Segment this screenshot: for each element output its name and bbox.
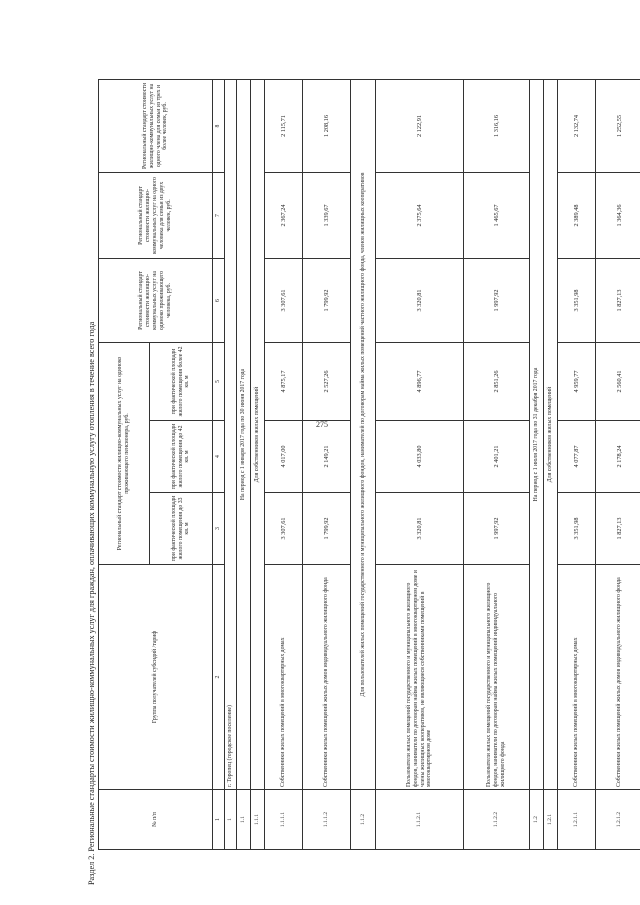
category-label: Для собственников жилых помещений [544,80,558,790]
value-cell: 3 307,61 [265,259,303,343]
tariffs-table [98,79,640,850]
value-cell: 3 307,61 [265,493,303,565]
value-cell: 2 851,26 [464,343,530,421]
table-row [351,80,376,850]
value-cell: 2 149,21 [303,421,351,493]
table-row [376,80,464,850]
header-col-8: Региональный стандарт стоимости жилищно-коммунальных услуг на одного члена для семьи из трех и более человек, руб. [99,80,213,173]
header-col-7: Региональный стандарт стоимости жилищно-коммунальных услуг на одного человека для семьи из двух человек, руб. [99,173,213,259]
value-cell: 1 364,36 [596,173,640,259]
value-cell: 4 959,77 [558,343,596,421]
value-cell: 1 316,16 [464,80,530,173]
value-cell: 1 252,55 [596,80,640,173]
value-cell: 1 827,13 [596,493,640,565]
value-cell: 4 017,00 [265,421,303,493]
table-row [544,80,558,850]
section-title: Раздел 2. Региональные стандарты стоимости жилищно-коммунальных услуг для граждан, оплачивающих коммунальную услугу отопления в течение всего года [87,321,96,885]
header-sub-5: при фактической площади жилого помещения более 42 кв. м [150,343,213,421]
value-cell: 2 122,91 [376,80,464,173]
value-cell: 3 351,98 [558,259,596,343]
value-cell: 1 799,92 [303,493,351,565]
row-code: 1.1.2.1 [376,790,464,850]
value-cell: 1 827,13 [596,259,640,343]
value-cell: 4 896,77 [376,343,464,421]
value-cell: 2 375,64 [376,173,464,259]
table-row [530,80,544,850]
index-cell: 3 [213,493,225,565]
page-number: 275 [316,420,328,429]
value-cell: 2 527,26 [303,343,351,421]
value-cell: 4 875,17 [265,343,303,421]
row-code: 1.1.1.2 [303,790,351,850]
row-code: 1.2.1 [544,790,558,850]
row-label: Собственники жилых помещений в многоквартирных домах [558,565,596,790]
row-code: 1.2.1.1 [558,790,596,850]
value-cell: 4 033,80 [376,421,464,493]
value-cell: 3 320,81 [376,259,464,343]
header-sub-3: при фактической площади жилого помещения до 33 кв. м [150,493,213,565]
value-cell: 2 115,71 [265,80,303,173]
period-label: На период с 1 января 2017 года по 30 июня 2017 года [237,80,251,790]
index-cell: 4 [213,421,225,493]
category-label: Для собственников жилых помещений [251,80,265,790]
header-sub-4: при фактической площади жилого помещения до 42 кв. м [150,421,213,493]
value-cell: 4 077,87 [558,421,596,493]
value-cell: 2 367,24 [265,173,303,259]
table-row [237,80,251,850]
value-cell: 1 799,92 [303,259,351,343]
value-cell: 2 389,48 [558,173,596,259]
value-cell: 1 339,67 [303,173,351,259]
index-cell: 5 [213,343,225,421]
value-cell: 1 208,16 [303,80,351,173]
value-cell: 2 178,24 [596,421,640,493]
header-single-pensioner: Региональный стандарт стоимости жилищно-коммунальных услуг на одиноко проживающего пенсионера, руб. [99,343,150,565]
index-cell: 6 [213,259,225,343]
value-cell: 3 320,81 [376,493,464,565]
header-row-1 [99,80,150,850]
value-cell: 1 997,92 [464,493,530,565]
row-code: 1.1.1.1 [265,790,303,850]
category-label: Для пользователей жилых помещений государственного и муниципального жилищного фондов, нанимателей по договорам найма жилых помещений частного жилищного фонда, членов жилищных кооперативов [351,80,376,790]
municipality-label: г. Торопец (городское поселение) [225,80,237,790]
row-label: Собственники жилых помещений жилых домов индивидуального жилищного фонда [303,565,351,790]
table-row [558,80,596,850]
value-cell: 1 465,67 [464,173,530,259]
table-row [303,80,351,850]
row-code: 1.1.2 [351,790,376,850]
value-cell: 2 560,41 [596,343,640,421]
row-code: 1.1.2.2 [464,790,530,850]
row-code: 1 [225,790,237,850]
row-code: 1.2.1.2 [596,790,640,850]
header-group: Группа получателей субсидий /тариф [99,565,213,790]
value-cell: 1 997,92 [464,259,530,343]
index-row [213,80,225,850]
index-cell: 2 [213,565,225,790]
row-code: 1.1 [237,790,251,850]
index-cell: 8 [213,80,225,173]
table-row [225,80,237,850]
table-row [464,80,530,850]
period-label: На период с 1 июля 2017 года по 31 декабря 2017 года [530,80,544,790]
table-row [265,80,303,850]
row-label: Собственники жилых помещений жилых домов индивидуального жилищного фонда [596,565,640,790]
value-cell: 3 351,98 [558,493,596,565]
value-cell: 2 132,74 [558,80,596,173]
index-cell: 7 [213,173,225,259]
header-num: № п/п [99,790,213,850]
row-label: Пользователи жилых помещений государственного и муниципального жилищного фондов, наниматели по договорам найма жилых помещений индивидуального жилищного фонда [464,565,530,790]
table-row [251,80,265,850]
row-code: 1.1.1 [251,790,265,850]
row-code: 1.2 [530,790,544,850]
header-col-6: Региональный стандарт стоимости жилищно-коммунальных услуг на одиноко проживающего человека, руб. [99,259,213,343]
value-cell: 2 401,21 [464,421,530,493]
table-row [596,80,640,850]
row-label: Собственники жилых помещений в многоквартирных домах [265,565,303,790]
row-label: Пользователи жилых помещений государственного и муниципального жилищного фондов, наниматели по договорам найма жилых помещений в многоквартирном доме и члены жилищных кооперативов, не являющиеся собственниками помещений в многоквартирном доме [376,565,464,790]
index-cell: 1 [213,790,225,850]
